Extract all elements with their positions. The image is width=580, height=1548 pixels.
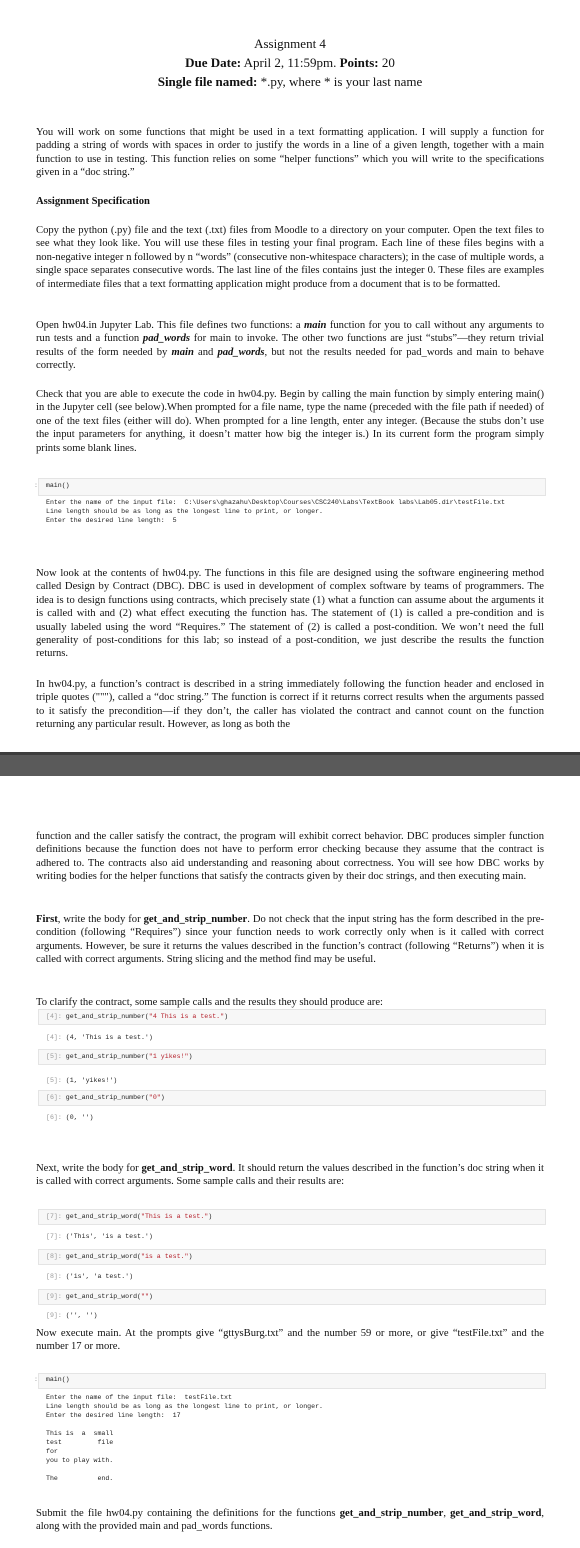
output-line: you to play with. (46, 1457, 114, 1464)
first-paragraph: First, write the body for get_and_strip_number. Do not check that the input string has the form described in the pre-condition (following “Requires”) since your function needs to work correctly only when is it called with correct arguments. However, be sure it returns the values described in the function’s contract (following “Returns”) when it is called with correct arguments. String slicing and the method find may be useful. (36, 914, 544, 966)
page-separator (0, 752, 580, 776)
spec-paragraph-3: Check that you are able to execute the code in hw04.py. Begin by calling the main function by simply entering main() in the Jupyter cell (see below).When prompted for a file name, type the name (preceded with the file path if needed) of one of the text files (either will do). When prompted for a line length, enter any integer. (Because the stubs don’t use the input parameters for anything, it doesn’t matter how big the integer is.) In its current form the program simply prints some blank lines. (36, 389, 544, 454)
call-tail: ) (188, 1053, 193, 1060)
code-cell-1-input (38, 478, 546, 496)
output-line: Enter the desired line length: 17 (46, 1412, 181, 1419)
sample-output (46, 1311, 97, 1320)
clarify-paragraph: To clarify the contract, some sample calls and the results they should produce are: (36, 997, 383, 1008)
assignment-title: Assignment 4 (254, 36, 326, 51)
cell-number: [4]: (46, 1034, 66, 1041)
call-tail: ) (160, 1094, 165, 1101)
call-tail: ) (148, 1293, 153, 1300)
sample-output (46, 1113, 94, 1122)
result-value: (0, '') (65, 1114, 94, 1121)
cell-number: [5]: (46, 1053, 66, 1060)
result-value: ('is', 'a test.') (65, 1273, 134, 1280)
sample-output (46, 1272, 133, 1281)
page-1 (0, 0, 580, 752)
spec-paragraph-2: Open hw04.in Jupyter Lab. This file defines two functions: a main function for you to call without any arguments to run tests and a function pad_words for main to invoke. The other two functions are just “stubs”—they return trivial results of the form needed by main and pad_words, but not the results needed for pad_words and main to behave correctly. (36, 320, 545, 372)
cell-number: [6]: (46, 1114, 66, 1121)
call-code: get_and_strip_number( (65, 1094, 149, 1101)
result-value: (1, 'yikes!') (65, 1077, 118, 1084)
result-value: ('This', 'is a test.') (65, 1233, 153, 1240)
code-cell-1: : main() (34, 482, 70, 489)
sample-input (46, 1052, 192, 1061)
output-line: The end. (46, 1475, 114, 1482)
cell-number: [8]: (46, 1253, 66, 1260)
sample-input (46, 1292, 153, 1301)
sample-input (46, 1252, 192, 1261)
output-line (46, 1465, 323, 1474)
submit-paragraph: Submit the file hw04.py containing the definitions for the functions get_and_strip_number, get_and_strip_word, along with the provided main and pad_words functions. (36, 1508, 545, 1533)
file-naming: Single file named: *.py, where * is your last name (157, 74, 423, 89)
page-2 (0, 776, 580, 1548)
call-code: get_and_strip_number( (65, 1013, 149, 1020)
cell-number: [9]: (46, 1312, 66, 1319)
call-argument: "1 yikes!" (148, 1053, 189, 1060)
dbc-paragraph-3: function and the caller satisfy the contract, the program will exhibit correct behavior. DBC produces simpler function definitions because the function does not have to perform error checking because they assume that the contract is adhered to. The contracts also aid understanding and reasoning about correctness. You will see how DBC works by writing bodies for the helper functions that satisfy the contracts given by their doc strings, and then executing main. (36, 831, 544, 883)
call-argument: "is a test." (140, 1253, 189, 1260)
call-code: get_and_strip_word( (65, 1213, 141, 1220)
intro-paragraph: You will work on some functions that might be used in a text formatting application. I will supply a function for padding a string of words with spaces in order to justify the words in a line of a given length, together with a main function to use in testing. This function relies on some “helper functions” which you will write to the specifications given in a “doc string.” (36, 127, 544, 179)
result-value: ('', '') (65, 1312, 98, 1319)
output-line: Enter the name of the input file: testFile.txt (46, 1394, 232, 1401)
call-code: get_and_strip_word( (65, 1293, 141, 1300)
cell-number: [8]: (46, 1273, 66, 1280)
call-argument: "" (140, 1293, 149, 1300)
output-line (46, 1420, 323, 1429)
execute-paragraph: Now execute main. At the prompts give “gttysBurg.txt” and the number 59 or more, or give “testFile.txt” and the number 17 or more. (36, 1328, 544, 1353)
sample-output (46, 1232, 153, 1241)
sample-input (46, 1093, 165, 1102)
cell-number: [7]: (46, 1233, 66, 1240)
output-line: This is a small (46, 1430, 114, 1437)
call-argument: "0" (148, 1094, 161, 1101)
dbc-paragraph-2: In hw04.py, a function’s contract is described in a string immediately following the function header and enclosed in triple quotes ("""), called a “doc string.” The function is correct if it returns correct results when the arguments passed to it satisfy the precondition—if they don’t, the caller has violated the contract and cannot count on the function returning any particular result. However, as long as both the (36, 679, 544, 731)
call-code: get_and_strip_word( (65, 1253, 141, 1260)
result-value: (4, 'This is a test.') (65, 1034, 153, 1041)
code-cell-2-input (38, 1373, 546, 1389)
cell-number: [4]: (46, 1013, 66, 1020)
cell-number: [6]: (46, 1094, 66, 1101)
sample-output (46, 1076, 117, 1085)
cell-number: [7]: (46, 1213, 66, 1220)
sample-input (46, 1012, 228, 1021)
output-line: Line length should be as long as the longest line to print, or longer. (46, 1403, 323, 1410)
call-argument: "4 This is a test." (148, 1013, 225, 1020)
dbc-paragraph-1: Now look at the contents of hw04.py. The functions in this file are designed using the software engineering method called Design by Contract (DBC). DBC is used in development of complex software by teams of programmers. The idea is to design functions using contracts, which precisely state (1) what a function can assume about the arguments it is called with and (2) what effect executing the function has. The statement of (1) is called a pre-condition and is usually labeled using the word “Requires.” The statement of (2) is called a post-condition. We won’t need the full generality of post-conditions for this lab; so instead of a post-condition, we just describe the results the function returns. (36, 568, 544, 660)
due-date: Due Date: April 2, 11:59pm. Points: 20 (185, 55, 395, 70)
output-line: test file (46, 1439, 114, 1446)
code-cell-2-output (46, 1393, 323, 1483)
call-tail: ) (224, 1013, 229, 1020)
sample-input (46, 1212, 212, 1221)
spec-heading: Assignment Specification (36, 196, 150, 207)
output-line: for (46, 1448, 58, 1455)
cell-number: [5]: (46, 1077, 66, 1084)
call-tail: ) (188, 1253, 193, 1260)
code-cell-1-output: Enter the name of the input file: C:\Users\ghazahu\Desktop\Courses\CSC240\Labs\TextBook labs\Lab05.dir\testFile.txt Line length should be as long as the longest line to print, or longer. Enter the desired line length: 5 (46, 499, 505, 524)
next-paragraph: Next, write the body for get_and_strip_word. It should return the values described in the function’s doc string when it is called with correct arguments. Some sample calls and their results are: (36, 1163, 544, 1188)
code-cell-2: : main() (34, 1376, 70, 1383)
call-tail: ) (208, 1213, 213, 1220)
spec-paragraph-1: Copy the python (.py) file and the text (.txt) files from Moodle to a directory on your computer. Open the text files to see what they look like. You will use these files in testing your final program. Each line of these files begins with a non-negative integer n followed by n “words” (consecutive non-whitespace characters); in the case of multiple words, a single space separates consecutive words. The last line of the files contains just the integer 0. These files are examples of intermediate files that a text formatting application might produce from a document that is to be formatted. (36, 225, 544, 290)
sample-output (46, 1033, 153, 1042)
document-header (0, 34, 580, 91)
call-argument: "This is a test." (140, 1213, 209, 1220)
call-code: get_and_strip_number( (65, 1053, 149, 1060)
cell-number: [9]: (46, 1293, 66, 1300)
